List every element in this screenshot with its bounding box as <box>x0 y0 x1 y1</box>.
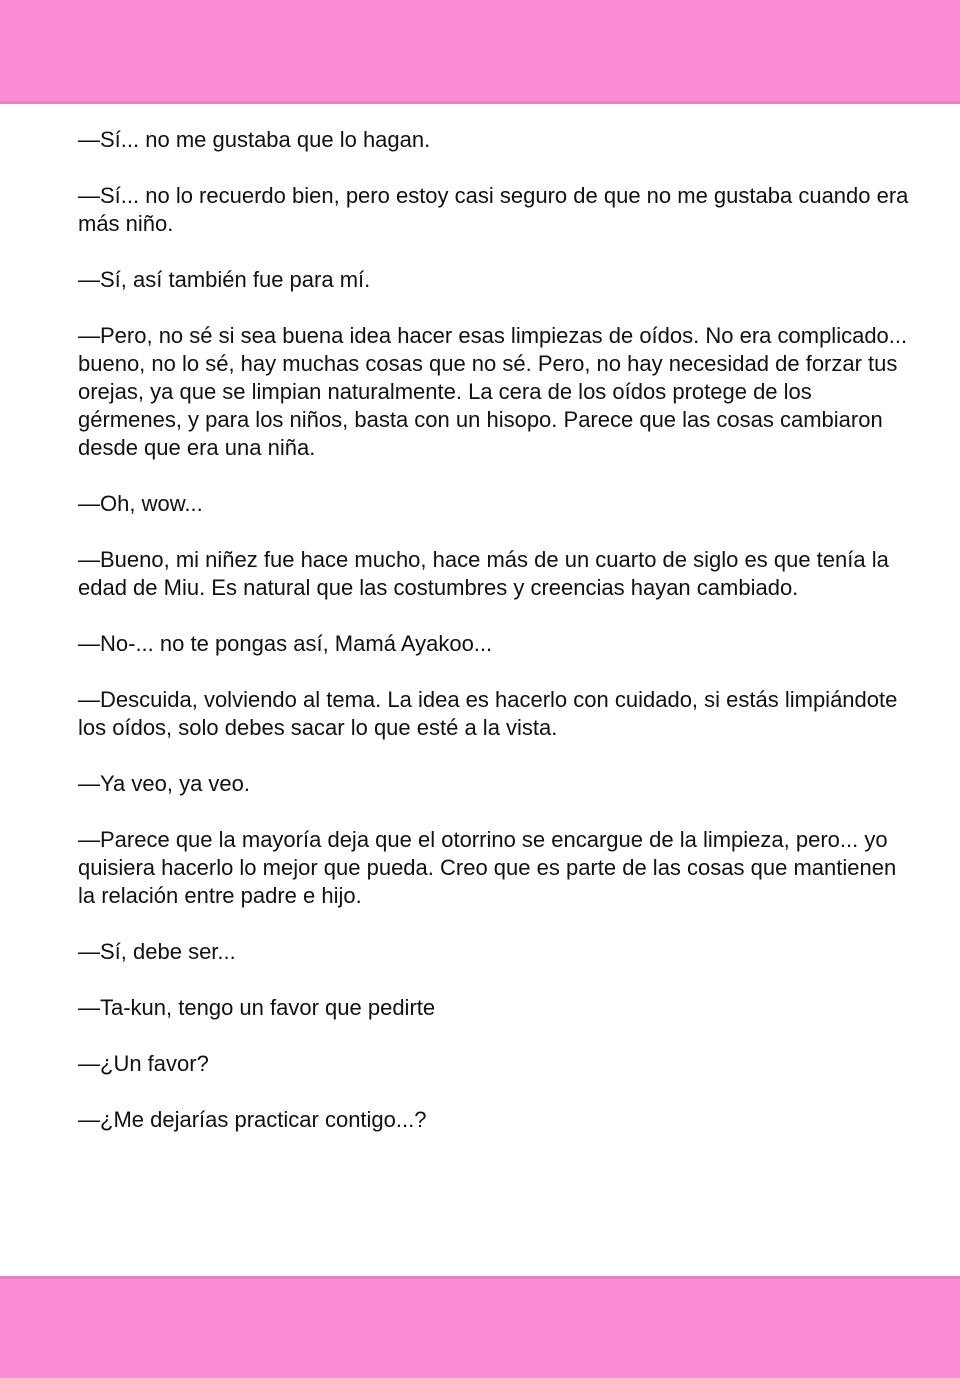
dialogue-paragraph: —No-... no te pongas así, Mamá Ayakoo... <box>78 631 493 656</box>
dialogue-paragraph: —Sí... no lo recuerdo bien, pero estoy casi seguro de que no me gustaba cuando era más niño. <box>78 183 909 236</box>
dialogue-paragraph: —Oh, wow... <box>78 491 203 516</box>
dialogue-paragraph: —¿Me dejarías practicar contigo...? <box>78 1107 427 1132</box>
dialogue-paragraph: —Ta-kun, tengo un favor que pedirte <box>78 995 436 1020</box>
bottom-banner <box>0 1276 960 1378</box>
dialogue-paragraph: —Ya veo, ya veo. <box>78 771 251 796</box>
top-banner <box>0 0 960 104</box>
dialogue-paragraph: —Sí... no me gustaba que lo hagan. <box>78 127 431 152</box>
dialogue-paragraph: —Sí, debe ser... <box>78 939 236 964</box>
dialogue-text-block <box>0 104 960 1162</box>
dialogue-paragraph: —Parece que la mayoría deja que el otorrino se encargue de la limpieza, pero... yo quisiera hacerlo lo mejor que pueda. Creo que es parte de las cosas que mantienen la relación entre padre e hijo. <box>78 827 897 908</box>
dialogue-paragraph: —Descuida, volviendo al tema. La idea es hacerlo con cuidado, si estás limpiándote los oídos, solo debes sacar lo que esté a la vista. <box>78 687 898 740</box>
dialogue-paragraph: —Sí, así también fue para mí. <box>78 267 371 292</box>
dialogue-paragraph: —Pero, no sé si sea buena idea hacer esas limpiezas de oídos. No era complicado... bueno, no lo sé, hay muchas cosas que no sé. Pero, no hay necesidad de forzar tus orejas, ya que se limpian naturalmente. La cera de los oídos protege de los gérmenes, y para los niños, basta con un hisopo. Parece que las cosas cambiaron desde que era una niña. <box>78 323 908 460</box>
dialogue-paragraph: —Bueno, mi niñez fue hace mucho, hace más de un cuarto de siglo es que tenía la edad de Miu. Es natural que las costumbres y creencias hayan cambiado. <box>78 547 889 600</box>
dialogue-paragraph: —¿Un favor? <box>78 1051 209 1076</box>
